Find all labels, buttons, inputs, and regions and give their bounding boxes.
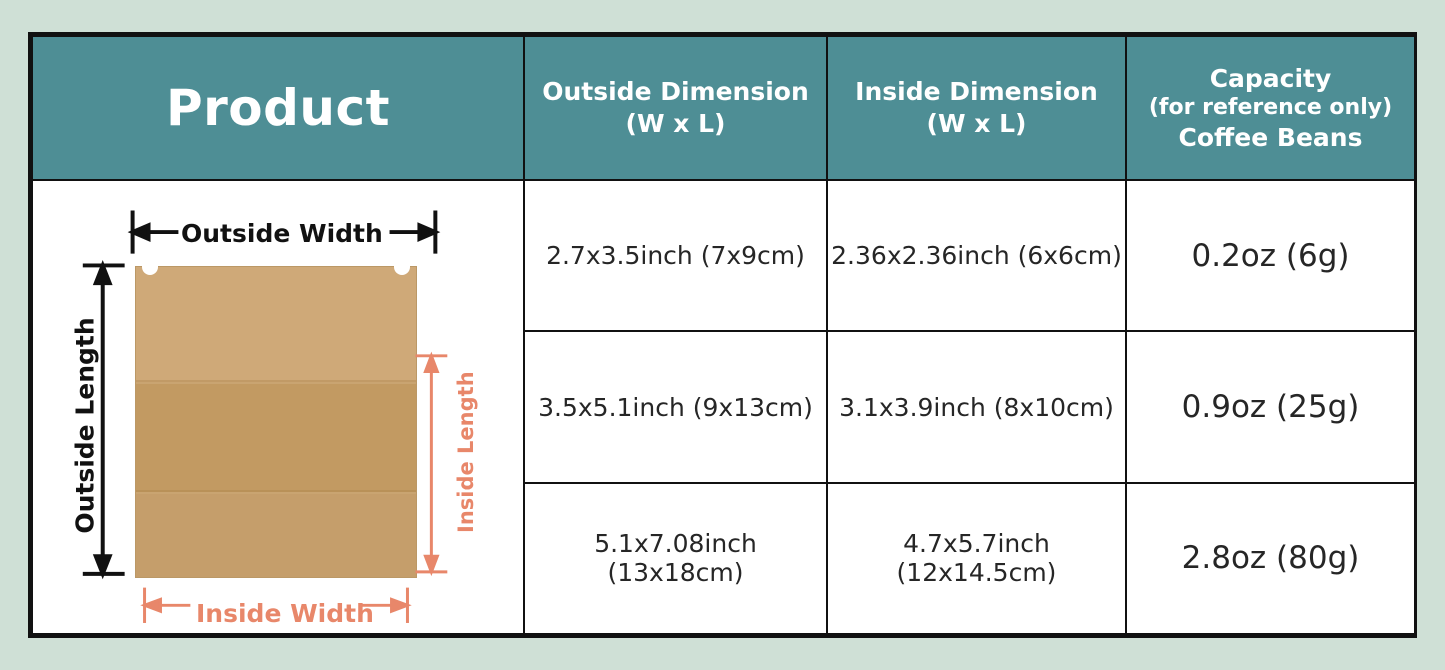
outside-dimension-subtitle: (W x L): [625, 109, 726, 139]
cell-outside-dimension: 2.7x3.5inch (7x9cm): [524, 180, 827, 331]
table-header-row: [32, 36, 1415, 180]
specification-table: [31, 35, 1416, 635]
inside-width-label: Inside Width: [196, 599, 374, 629]
outside-length-label: Outside Length: [70, 317, 100, 534]
capacity-title: Capacity: [1209, 63, 1332, 93]
cell-outside-dimension: 5.1x7.08inch (13x18cm): [524, 483, 827, 634]
specification-table-container: [28, 32, 1417, 638]
cell-capacity: 0.9oz (25g): [1126, 331, 1415, 482]
inside-dimension-title: Inside Dimension: [855, 77, 1098, 107]
column-header-inside-dimension: [827, 36, 1126, 180]
outside-width-label: Outside Width: [181, 219, 383, 249]
cell-inside-dimension: 2.36x2.36inch (6x6cm): [827, 180, 1126, 331]
pouch-dimension-diagram: [33, 181, 523, 633]
inside-dimension-subtitle: (W x L): [926, 109, 1027, 139]
outside-dimension-title: Outside Dimension: [542, 77, 809, 107]
cell-inside-dimension: 4.7x5.7inch (12x14.5cm): [827, 483, 1126, 634]
column-header-outside-dimension: [524, 36, 827, 180]
dimension-arrows: [33, 181, 523, 633]
inside-length-label: Inside Length: [454, 371, 478, 534]
cell-capacity: 2.8oz (80g): [1126, 483, 1415, 634]
table-row: [32, 180, 1415, 331]
column-header-capacity: [1126, 36, 1415, 180]
column-header-product: Product: [32, 36, 524, 180]
capacity-content: Coffee Beans: [1178, 122, 1363, 152]
cell-inside-dimension: 3.1x3.9inch (8x10cm): [827, 331, 1126, 482]
product-diagram-cell: [32, 180, 524, 634]
cell-outside-dimension: 3.5x5.1inch (9x13cm): [524, 331, 827, 482]
cell-capacity: 0.2oz (6g): [1126, 180, 1415, 331]
capacity-subtitle: (for reference only): [1148, 95, 1393, 121]
